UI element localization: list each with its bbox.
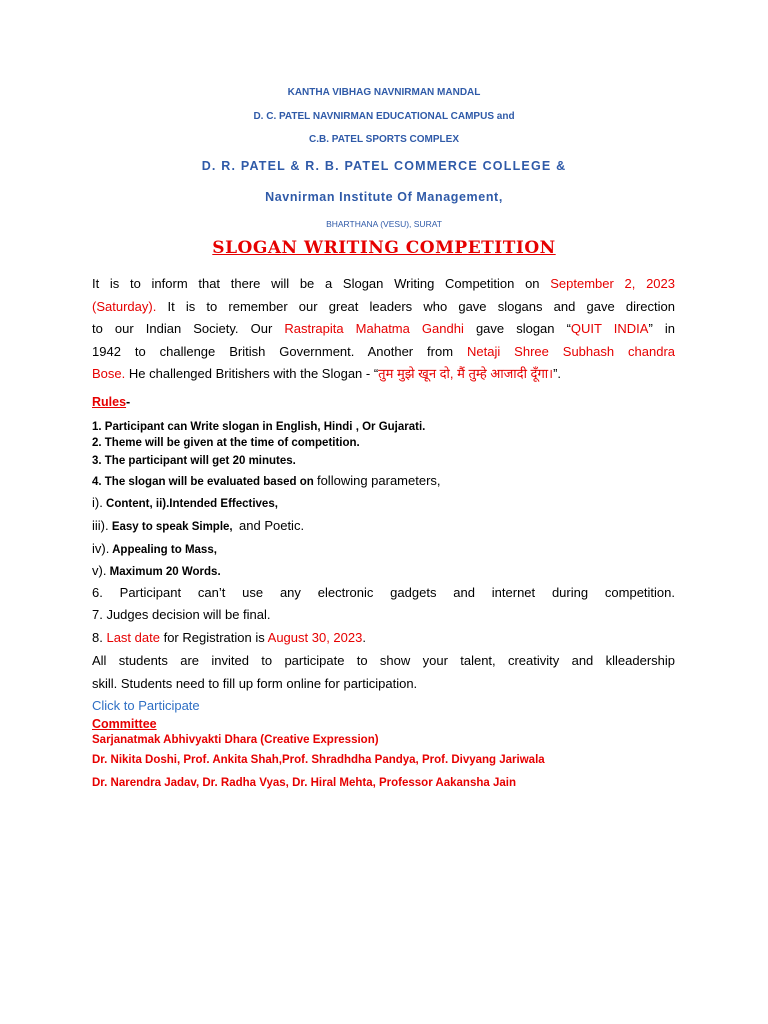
rules-heading: Rules (92, 395, 127, 409)
rule-1: 1. Participant can Write slogan in English, Hindi , Or Gujarati. (92, 421, 426, 433)
param-3 (92, 541, 217, 556)
intro-text: gave slogan “ (475, 321, 571, 336)
netaji-name: Netaji Shree Subhash chandra (467, 343, 676, 359)
rule-8-text: for Registration is (163, 630, 265, 645)
closing-line-1: All students are invited to participate to show your talent, creativity and klleadership (92, 653, 675, 668)
param-index: iii). (92, 518, 109, 533)
rule-8 (92, 630, 366, 645)
gandhi-name: Rastrapita Mahatma Gandhi (284, 321, 464, 336)
competition-date: September 2, 2023 (550, 276, 675, 291)
intro-line (92, 273, 675, 296)
committee-line-3: Dr. Narendra Jadav, Dr. Radha Vyas, Dr. Hiral Mehta, Professor Aakansha Jain (92, 777, 516, 789)
param-text: Easy to speak Simple, (111, 521, 233, 533)
competition-day: (Saturday). (92, 298, 157, 314)
intro-text: ” in (648, 321, 675, 336)
rule-8-index: 8. (92, 630, 103, 645)
param-4 (92, 563, 221, 578)
rule-6: 6. Participant can’t use any electronic gadgets and internet during competition. (92, 585, 675, 600)
quit-india-slogan: QUIT INDIA (570, 321, 649, 336)
rule-3: 3. The participant will get 20 minutes. (92, 455, 296, 467)
committee-heading: Committee (92, 717, 157, 731)
param-index: iv). (92, 541, 110, 556)
param-1 (92, 495, 278, 510)
committee-line-1: Sarjanatmak Abhivyakti Dhara (Creative Expression) (92, 734, 379, 746)
intro-text: to our Indian Society. Our (92, 321, 273, 336)
netaji-name-end: Bose. (92, 366, 126, 381)
institute-name: Navnirman Institute Of Management, (265, 190, 503, 204)
header-line-3: C.B. PATEL SPORTS COMPLEX (308, 134, 459, 145)
intro-line (92, 318, 675, 341)
hindi-slogan: तुम मुझे खून दो, मैं तुम्हे आजादी दूँगा। (378, 366, 554, 381)
param-text: Content, ii).Intended Effectives, (106, 498, 278, 510)
param-index: v). (92, 563, 107, 578)
intro-text: It is to inform that there will be a Slogan Writing Competition on (92, 276, 540, 291)
rule-4-text-end: following parameters, (316, 473, 441, 488)
rule-4 (92, 473, 441, 488)
param-index: i). (92, 495, 103, 510)
header-line-2: D. C. PATEL NAVNIRMAN EDUCATIONAL CAMPUS and (253, 111, 515, 122)
intro-line (92, 296, 675, 319)
closing-line-2: skill. Students need to fill up form online for participation. (92, 676, 418, 691)
param-2 (92, 518, 304, 533)
param-text: Maximum 20 Words. (109, 566, 221, 578)
intro-text: It is to remember our great leaders who gave slogans and gave direction (167, 298, 675, 314)
rule-4-text: 4. The slogan will be evaluated based on (92, 476, 314, 488)
intro-paragraph (92, 273, 675, 386)
page-title: SLOGAN WRITING COMPETITION (212, 238, 556, 258)
intro-text: ”. (553, 366, 562, 381)
rule-2: 2. Theme will be given at the time of competition. (92, 437, 360, 449)
intro-text: 1942 to challenge British Government. Another from (92, 343, 454, 359)
intro-line (92, 363, 675, 386)
rule-7: 7. Judges decision will be final. (92, 607, 271, 622)
registration-deadline: August 30, 2023 (267, 630, 363, 645)
intro-line (92, 341, 675, 364)
header-line-1: KANTHA VIBHAG NAVNIRMAN MANDAL (287, 87, 481, 98)
committee-line-2: Dr. Nikita Doshi, Prof. Ankita Shah,Prof. Shradhdha Pandya, Prof. Divyang Jariwala (92, 754, 545, 766)
location: BHARTHANA (VESU), SURAT (326, 219, 442, 229)
college-name: D. R. PATEL & R. B. PATEL COMMERCE COLLEGE & (201, 159, 567, 173)
participate-link[interactable]: Click to Participate (92, 698, 200, 713)
rule-8-end: . (362, 630, 366, 645)
rules-dash: - (126, 395, 131, 409)
param-text-end: and Poetic. (239, 518, 305, 533)
intro-text: He challenged Britishers with the Slogan - “ (128, 366, 379, 381)
param-text: Appealing to Mass, (112, 544, 217, 556)
last-date-label: Last date (106, 630, 160, 645)
